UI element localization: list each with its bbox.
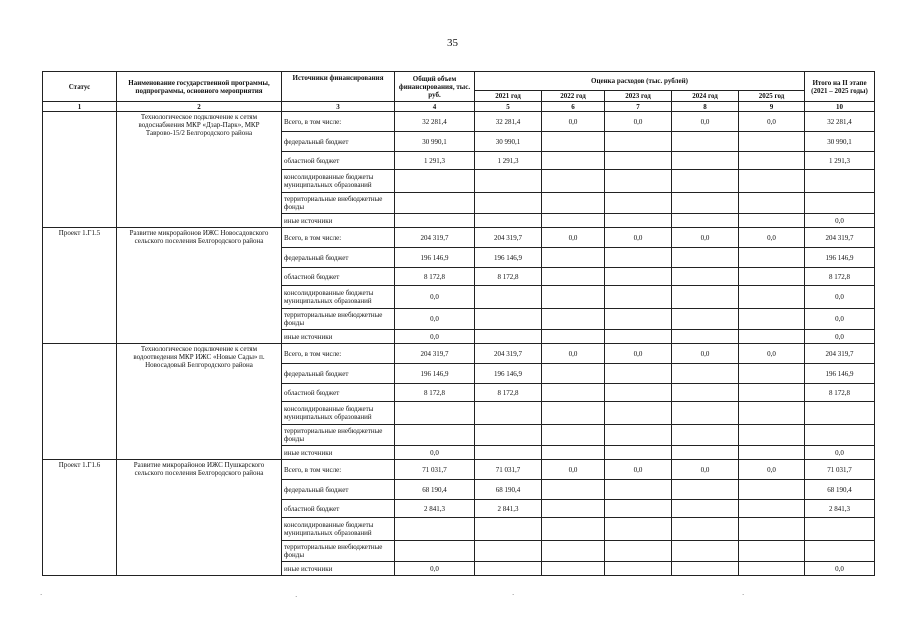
scan-mark: ˋ: [40, 593, 43, 601]
amount-cell-total: 8 172,8: [395, 384, 475, 402]
amount-cell-y2021: 2 841,3: [475, 500, 542, 518]
amount-cell-stage: 2 841,3: [805, 500, 875, 518]
amount-cell-y2021: [475, 402, 542, 425]
amount-cell-total: 32 281,4: [395, 112, 475, 132]
amount-cell-y2024: [672, 286, 739, 309]
amount-cell-total: 1 291,3: [395, 152, 475, 170]
measure-name-cell: Развитие микрорайонов ИЖС Пушкарского сельского поселения Белгородского района: [117, 460, 282, 576]
column-number: 1: [43, 102, 117, 112]
source-cell: областной бюджет: [282, 152, 395, 170]
amount-cell-y2022: [542, 384, 605, 402]
header-sources: Источники финансирования: [282, 72, 395, 102]
amount-cell-y2023: [605, 248, 672, 268]
amount-cell-y2023: [605, 193, 672, 214]
amount-cell-y2023: [605, 214, 672, 228]
column-number: 4: [395, 102, 475, 112]
amount-cell-y2024: [672, 384, 739, 402]
amount-cell-stage: 32 281,4: [805, 112, 875, 132]
amount-cell-y2024: [672, 309, 739, 330]
amount-cell-y2022: [542, 193, 605, 214]
status-cell: Проект 1.Г1.6: [43, 460, 117, 576]
amount-cell-stage: 0,0: [805, 330, 875, 344]
source-cell: территориальные внебюджетные фонды: [282, 425, 395, 446]
amount-cell-y2021: 196 146,9: [475, 364, 542, 384]
amount-cell-y2021: 196 146,9: [475, 248, 542, 268]
amount-cell-y2022: [542, 286, 605, 309]
amount-cell-y2023: [605, 330, 672, 344]
amount-cell-y2025: [739, 268, 805, 286]
amount-cell-y2025: [739, 152, 805, 170]
amount-cell-total: [395, 193, 475, 214]
amount-cell-y2024: 0,0: [672, 344, 739, 364]
amount-cell-y2023: [605, 446, 672, 460]
source-cell: иные источники: [282, 446, 395, 460]
amount-cell-stage: [805, 170, 875, 193]
amount-cell-stage: 196 146,9: [805, 248, 875, 268]
amount-cell-y2024: [672, 170, 739, 193]
amount-cell-y2024: [672, 402, 739, 425]
amount-cell-y2023: [605, 132, 672, 152]
amount-cell-y2022: [542, 518, 605, 541]
column-number: 8: [672, 102, 739, 112]
amount-cell-y2022: [542, 268, 605, 286]
amount-cell-y2023: [605, 425, 672, 446]
amount-cell-y2025: [739, 446, 805, 460]
amount-cell-y2021: [475, 286, 542, 309]
amount-cell-y2023: [605, 541, 672, 562]
amount-cell-y2023: 0,0: [605, 460, 672, 480]
source-cell: Всего, в том числе:: [282, 344, 395, 364]
amount-cell-y2021: [475, 309, 542, 330]
status-cell: [43, 112, 117, 228]
amount-cell-y2021: [475, 193, 542, 214]
amount-cell-y2024: [672, 152, 739, 170]
amount-cell-y2022: 0,0: [542, 344, 605, 364]
table-body: [43, 112, 875, 576]
amount-cell-y2025: [739, 500, 805, 518]
source-cell: территориальные внебюджетные фонды: [282, 193, 395, 214]
amount-cell-y2021: [475, 425, 542, 446]
amount-cell-y2025: [739, 518, 805, 541]
amount-cell-y2022: [542, 364, 605, 384]
amount-cell-y2022: [542, 132, 605, 152]
amount-cell-stage: 8 172,8: [805, 268, 875, 286]
amount-cell-y2022: 0,0: [542, 112, 605, 132]
source-cell: иные источники: [282, 330, 395, 344]
amount-cell-stage: [805, 518, 875, 541]
amount-cell-y2021: [475, 214, 542, 228]
amount-cell-y2024: [672, 330, 739, 344]
amount-cell-y2022: [542, 248, 605, 268]
amount-cell-y2024: [672, 214, 739, 228]
amount-cell-y2025: [739, 364, 805, 384]
column-number: 10: [805, 102, 875, 112]
amount-cell-y2023: [605, 384, 672, 402]
amount-cell-y2025: [739, 480, 805, 500]
amount-cell-y2025: 0,0: [739, 228, 805, 248]
scan-mark: ˋ: [512, 593, 515, 601]
source-cell: областной бюджет: [282, 384, 395, 402]
source-cell: Всего, в том числе:: [282, 228, 395, 248]
amount-cell-y2022: [542, 562, 605, 576]
amount-cell-total: 204 319,7: [395, 344, 475, 364]
amount-cell-y2023: [605, 286, 672, 309]
amount-cell-total: [395, 214, 475, 228]
source-cell: областной бюджет: [282, 268, 395, 286]
amount-cell-y2021: 71 031,7: [475, 460, 542, 480]
amount-cell-stage: [805, 193, 875, 214]
amount-cell-y2022: [542, 214, 605, 228]
amount-cell-y2021: [475, 518, 542, 541]
amount-cell-stage: [805, 425, 875, 446]
amount-cell-y2024: 0,0: [672, 228, 739, 248]
amount-cell-y2024: [672, 446, 739, 460]
header-year: 2025 год: [739, 91, 805, 102]
amount-cell-y2022: [542, 152, 605, 170]
header-year: 2024 год: [672, 91, 739, 102]
column-number: 3: [282, 102, 395, 112]
amount-cell-y2024: 0,0: [672, 460, 739, 480]
amount-cell-total: 204 319,7: [395, 228, 475, 248]
header-year: 2023 год: [605, 91, 672, 102]
amount-cell-y2022: [542, 446, 605, 460]
header-year: 2021 год: [475, 91, 542, 102]
financing-table: [42, 71, 875, 576]
amount-cell-y2021: 1 291,3: [475, 152, 542, 170]
amount-cell-stage: 0,0: [805, 286, 875, 309]
amount-cell-y2025: [739, 248, 805, 268]
amount-cell-stage: 204 319,7: [805, 344, 875, 364]
amount-cell-y2025: [739, 170, 805, 193]
table-row: [43, 344, 875, 364]
table-row: [43, 228, 875, 248]
amount-cell-y2021: [475, 446, 542, 460]
table-row: [43, 112, 875, 132]
amount-cell-y2023: [605, 562, 672, 576]
amount-cell-total: 0,0: [395, 562, 475, 576]
amount-cell-stage: 8 172,8: [805, 384, 875, 402]
source-cell: консолидированные бюджеты муниципальных образований: [282, 518, 395, 541]
source-cell: федеральный бюджет: [282, 480, 395, 500]
amount-cell-total: 8 172,8: [395, 268, 475, 286]
measure-name-cell: Технологическое подключение к сетям водоснабжения МКР «Дзар-Парк», МКР Таврово-15/2 Белгородского района: [117, 112, 282, 228]
amount-cell-stage: 0,0: [805, 309, 875, 330]
amount-cell-y2024: [672, 193, 739, 214]
header-year: 2022 год: [542, 91, 605, 102]
amount-cell-y2021: 68 190,4: [475, 480, 542, 500]
amount-cell-y2025: [739, 309, 805, 330]
header-name: Наименование государственной программы, подпрограммы, основного мероприятия: [117, 72, 282, 102]
amount-cell-y2022: [542, 170, 605, 193]
source-cell: федеральный бюджет: [282, 248, 395, 268]
amount-cell-y2024: [672, 248, 739, 268]
column-number: 2: [117, 102, 282, 112]
amount-cell-y2023: [605, 268, 672, 286]
amount-cell-y2021: [475, 541, 542, 562]
amount-cell-y2025: [739, 330, 805, 344]
amount-cell-y2024: [672, 425, 739, 446]
source-cell: Всего, в том числе:: [282, 460, 395, 480]
amount-cell-y2023: 0,0: [605, 112, 672, 132]
amount-cell-y2024: [672, 268, 739, 286]
amount-cell-stage: 204 319,7: [805, 228, 875, 248]
amount-cell-total: [395, 541, 475, 562]
amount-cell-y2025: [739, 402, 805, 425]
amount-cell-total: 71 031,7: [395, 460, 475, 480]
amount-cell-y2021: 32 281,4: [475, 112, 542, 132]
amount-cell-y2023: [605, 402, 672, 425]
amount-cell-total: [395, 518, 475, 541]
amount-cell-y2023: [605, 170, 672, 193]
amount-cell-y2025: [739, 193, 805, 214]
header-stage-total: Итого на II этапе (2021 – 2025 годы): [805, 72, 875, 102]
amount-cell-y2022: [542, 500, 605, 518]
amount-cell-total: 2 841,3: [395, 500, 475, 518]
source-cell: консолидированные бюджеты муниципальных образований: [282, 170, 395, 193]
amount-cell-y2024: [672, 541, 739, 562]
amount-cell-total: 0,0: [395, 309, 475, 330]
amount-cell-total: 68 190,4: [395, 480, 475, 500]
amount-cell-y2023: 0,0: [605, 228, 672, 248]
amount-cell-y2025: 0,0: [739, 344, 805, 364]
table-row: [43, 460, 875, 480]
amount-cell-y2023: [605, 500, 672, 518]
source-cell: территориальные внебюджетные фонды: [282, 309, 395, 330]
amount-cell-total: 30 990,1: [395, 132, 475, 152]
amount-cell-y2023: [605, 518, 672, 541]
amount-cell-total: 0,0: [395, 286, 475, 309]
amount-cell-y2023: [605, 480, 672, 500]
amount-cell-stage: 68 190,4: [805, 480, 875, 500]
source-cell: иные источники: [282, 214, 395, 228]
amount-cell-stage: 1 291,3: [805, 152, 875, 170]
amount-cell-y2021: 204 319,7: [475, 228, 542, 248]
amount-cell-y2025: 0,0: [739, 112, 805, 132]
amount-cell-y2024: [672, 518, 739, 541]
amount-cell-total: [395, 425, 475, 446]
column-number: 7: [605, 102, 672, 112]
amount-cell-total: [395, 402, 475, 425]
amount-cell-y2021: 30 990,1: [475, 132, 542, 152]
amount-cell-total: 0,0: [395, 446, 475, 460]
amount-cell-y2023: [605, 309, 672, 330]
source-cell: областной бюджет: [282, 500, 395, 518]
amount-cell-total: 0,0: [395, 330, 475, 344]
amount-cell-y2024: [672, 562, 739, 576]
amount-cell-total: [395, 170, 475, 193]
amount-cell-total: 196 146,9: [395, 364, 475, 384]
source-cell: федеральный бюджет: [282, 132, 395, 152]
amount-cell-stage: 0,0: [805, 446, 875, 460]
amount-cell-stage: 0,0: [805, 214, 875, 228]
amount-cell-y2025: [739, 384, 805, 402]
column-number: 6: [542, 102, 605, 112]
amount-cell-y2025: [739, 541, 805, 562]
scan-mark: ·: [295, 593, 298, 601]
amount-cell-y2024: [672, 500, 739, 518]
amount-cell-y2024: [672, 132, 739, 152]
amount-cell-y2025: [739, 214, 805, 228]
header-status: Статус: [43, 72, 117, 102]
amount-cell-y2025: [739, 562, 805, 576]
column-number: 5: [475, 102, 542, 112]
amount-cell-y2022: [542, 402, 605, 425]
scan-mark: ˋ: [742, 593, 745, 601]
source-cell: консолидированные бюджеты муниципальных образований: [282, 402, 395, 425]
amount-cell-y2022: [542, 309, 605, 330]
amount-cell-y2025: [739, 286, 805, 309]
amount-cell-y2023: [605, 152, 672, 170]
amount-cell-y2021: 8 172,8: [475, 268, 542, 286]
header-total: Общий объем финансирования, тыс. руб.: [395, 72, 475, 102]
amount-cell-y2024: [672, 364, 739, 384]
source-cell: территориальные внебюджетные фонды: [282, 541, 395, 562]
amount-cell-y2025: 0,0: [739, 460, 805, 480]
amount-cell-y2022: [542, 330, 605, 344]
measure-name-cell: Развитие микрорайонов ИЖС Новосадовского сельского поселения Белгородского района: [117, 228, 282, 344]
amount-cell-stage: [805, 402, 875, 425]
amount-cell-y2025: [739, 132, 805, 152]
amount-cell-stage: 196 146,9: [805, 364, 875, 384]
amount-cell-y2024: 0,0: [672, 112, 739, 132]
amount-cell-stage: 0,0: [805, 562, 875, 576]
source-cell: консолидированные бюджеты муниципальных образований: [282, 286, 395, 309]
amount-cell-y2022: 0,0: [542, 460, 605, 480]
amount-cell-stage: [805, 541, 875, 562]
amount-cell-y2021: 204 319,7: [475, 344, 542, 364]
amount-cell-y2022: [542, 425, 605, 446]
amount-cell-y2021: [475, 330, 542, 344]
page-number: 35: [447, 37, 458, 49]
amount-cell-y2023: 0,0: [605, 344, 672, 364]
amount-cell-y2023: [605, 364, 672, 384]
column-number: 9: [739, 102, 805, 112]
status-cell: Проект 1.Г1.5: [43, 228, 117, 344]
status-cell: [43, 344, 117, 460]
amount-cell-y2022: [542, 541, 605, 562]
amount-cell-y2021: [475, 562, 542, 576]
amount-cell-y2024: [672, 480, 739, 500]
source-cell: Всего, в том числе:: [282, 112, 395, 132]
amount-cell-y2022: [542, 480, 605, 500]
amount-cell-total: 196 146,9: [395, 248, 475, 268]
header-estimate: Оценка расходов (тыс. рублей): [475, 72, 805, 91]
amount-cell-y2021: 8 172,8: [475, 384, 542, 402]
source-cell: федеральный бюджет: [282, 364, 395, 384]
amount-cell-y2021: [475, 170, 542, 193]
measure-name-cell: Технологическое подключение к сетям водоотведения МКР ИЖС «Новые Сады» п. Новосадовый Белгородского района: [117, 344, 282, 460]
amount-cell-stage: 30 990,1: [805, 132, 875, 152]
amount-cell-y2025: [739, 425, 805, 446]
source-cell: иные источники: [282, 562, 395, 576]
amount-cell-stage: 71 031,7: [805, 460, 875, 480]
amount-cell-y2022: 0,0: [542, 228, 605, 248]
